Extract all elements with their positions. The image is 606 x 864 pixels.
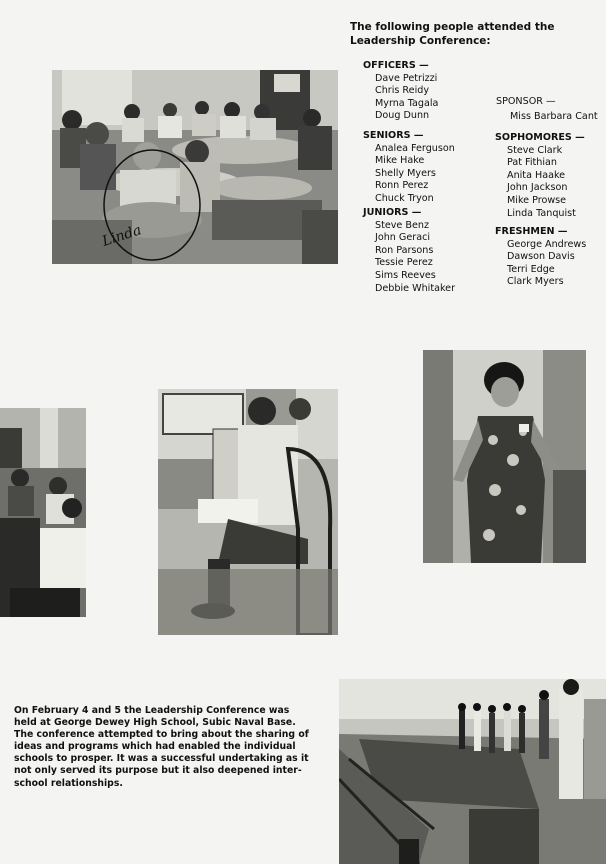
group-freshmen [495, 226, 586, 289]
conference-caption: On February 4 and 5 the Leadership Conference was held at George Dewey High School, Subic Naval Base. The conference attempted to bring about the sharing of ideas and programs which had enabled the individual schools to prosper. It was a successful undertaking as it not only served its purpose but it also deepened inter-school relationships. [14, 705, 309, 789]
list-item: Dawson Davis [507, 251, 575, 263]
list-item: Clark Myers [507, 276, 564, 288]
group-sophomores [495, 132, 585, 220]
list-item: Debbie Whitaker [375, 282, 456, 294]
group-sponsor [496, 96, 598, 123]
list-item: Linda Tanquist [507, 207, 576, 219]
list-item: Anita Haake [507, 169, 566, 181]
list-item: Mike Prowse [507, 194, 567, 206]
list-item: Sims Reeves [375, 269, 436, 281]
group-heading: JUNIORS — [363, 207, 422, 218]
group-heading: SPONSOR — [496, 96, 556, 107]
group-juniors [363, 207, 455, 295]
list-item: John Geraci [375, 232, 431, 244]
photo-meeting-lounge [52, 70, 338, 264]
handwritten-signature: Linda [100, 222, 144, 250]
list-item: Chris Reidy [375, 85, 430, 97]
list-item: Doug Dunn [375, 110, 430, 122]
list-item: Myrna Tagala [375, 97, 439, 109]
list-item: Ron Parsons [375, 244, 434, 256]
photo-man-reading [158, 389, 338, 635]
photo-woman-dress [423, 350, 586, 563]
photo-ship-deck [339, 679, 606, 864]
photo-seated-group [0, 408, 86, 617]
list-item: Ronn Perez [375, 180, 429, 192]
list-item: Tessie Perez [375, 257, 433, 269]
group-seniors [363, 130, 455, 206]
list-item: Dave Petrizzi [375, 72, 438, 84]
group-heading: SENIORS — [363, 130, 424, 141]
list-item: Mike Hake [375, 155, 425, 167]
attendees-intro: The following people attended the Leadership Conference: [350, 21, 555, 47]
list-item: Shelly Myers [375, 167, 436, 179]
list-item: Steve Benz [375, 219, 429, 231]
list-item: Terri Edge [507, 263, 555, 275]
group-heading: OFFICERS — [363, 60, 429, 71]
group-heading: SOPHOMORES — [495, 132, 585, 143]
list-item: Pat Fithian [507, 157, 557, 169]
group-officers [363, 60, 438, 123]
list-item: Chuck Tryon [375, 192, 434, 204]
group-heading: FRESHMEN — [495, 226, 568, 237]
list-item: Steve Clark [507, 144, 563, 156]
list-item: Analea Ferguson [375, 142, 455, 154]
list-item: John Jackson [507, 182, 568, 194]
list-item: Miss Barbara Cant [510, 110, 598, 122]
list-item: George Andrews [507, 238, 587, 250]
